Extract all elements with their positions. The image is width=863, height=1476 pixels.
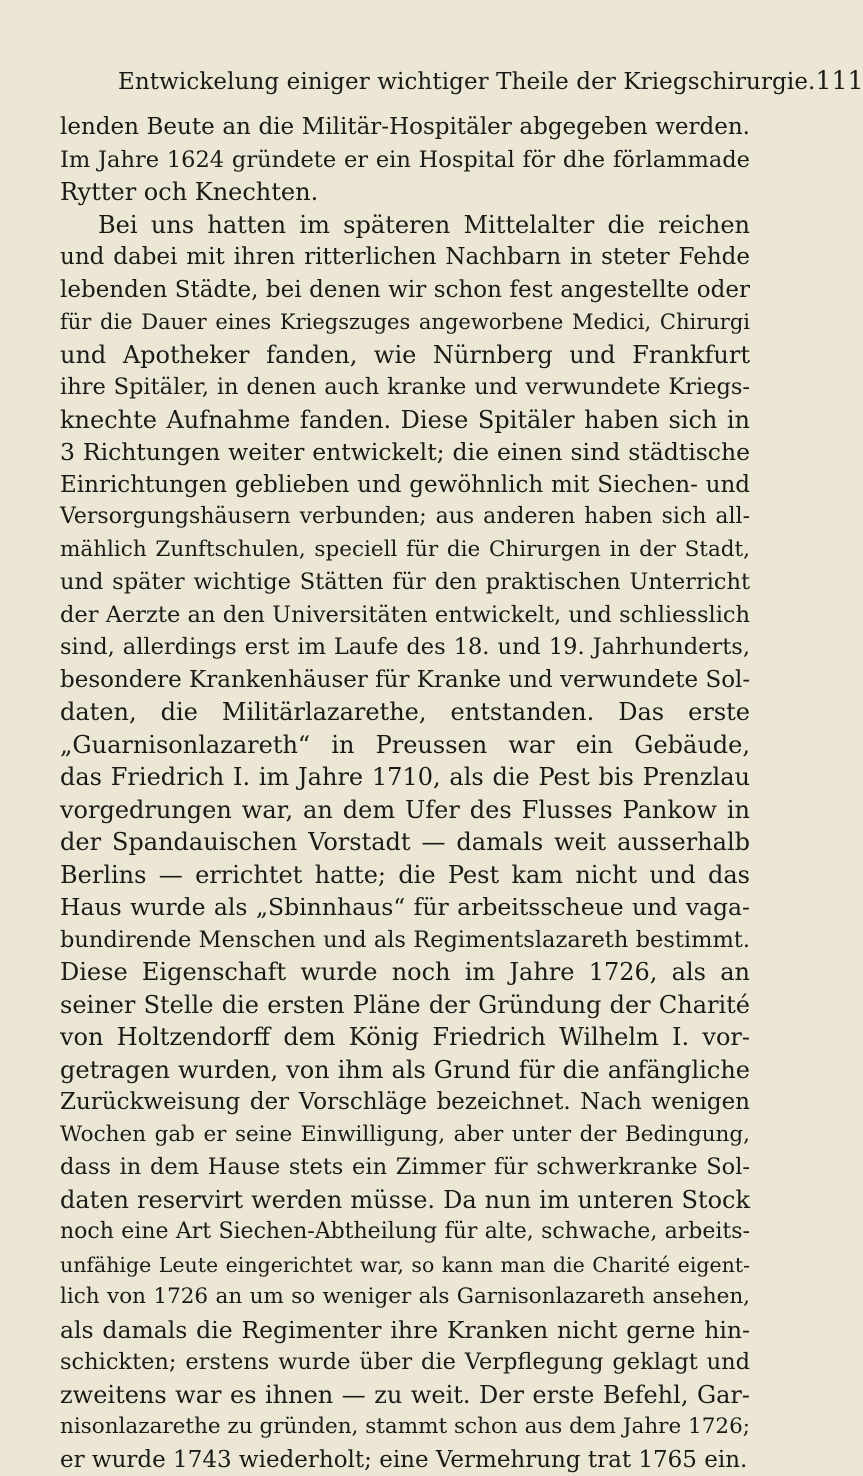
page-number: 111 [815, 66, 863, 95]
text-line: und später wichtige Stätten für den praktischen Unterricht [60, 566, 750, 599]
text-line: Rytter och Knechten. [60, 176, 750, 209]
text-line: zweitens war es ihnen — zu weit. Der erste Befehl, Gar- [60, 1379, 750, 1412]
text-line: der Aerzte an den Universitäten entwickelt, und schliesslich [60, 599, 750, 632]
text-line: Im Jahre 1624 gründete er ein Hospital för dhe förlammade [60, 144, 750, 177]
text-line: mählich Zunftschulen, speciell für die Chirurgen in der Stadt, [60, 534, 750, 567]
text-line: seiner Stelle die ersten Pläne der Gründung der Charité [60, 989, 750, 1022]
text-line: Zurückweisung der Vorschläge bezeichnet. Nach wenigen [60, 1086, 750, 1119]
text-line: Einrichtungen geblieben und gewöhnlich mit Siechen- und [60, 469, 750, 502]
text-line: lebenden Städte, bei denen wir schon fest angestellte oder [60, 274, 750, 307]
running-head [118, 66, 748, 100]
text-line: er wurde 1743 wiederholt; eine Vermehrung trat 1765 ein. [60, 1444, 750, 1476]
text-line: unfähige Leute eingerichtet war, so kann man die Charité eigent- [60, 1249, 750, 1282]
text-line: als damals die Regimenter ihre Kranken nicht gerne hin- [60, 1314, 750, 1347]
text-line: bundirende Menschen und als Regimentslazareth bestimmt. [60, 924, 750, 957]
text-line: daten, die Militärlazarethe, entstanden. Das erste [60, 696, 750, 729]
text-line: nisonlazarethe zu gründen, stammt schon aus dem Jahre 1726; [60, 1411, 750, 1444]
text-line: von Holtzendorff dem König Friedrich Wilhelm I. vor- [60, 1021, 750, 1054]
text-line: Versorgungshäusern verbunden; aus anderen haben sich all- [60, 501, 750, 534]
text-line: der Spandauischen Vorstadt — damals weit ausserhalb [60, 826, 750, 859]
text-line: Bei uns hatten im späteren Mittelalter die reichen [60, 209, 750, 242]
text-line: Haus wurde als „Sbinnhaus“ für arbeitsscheue und vaga- [60, 891, 750, 924]
text-line: lich von 1726 an um so weniger als Garnisonlazareth ansehen, [60, 1281, 750, 1314]
text-line: Diese Eigenschaft wurde noch im Jahre 1726, als an [60, 956, 750, 989]
running-head-title: Entwickelung einiger wichtiger Theile der Kriegschirurgie. [118, 69, 815, 95]
text-line: knechte Aufnahme fanden. Diese Spitäler haben sich in [60, 404, 750, 437]
text-line: lenden Beute an die Militär-Hospitäler abgegeben werden. [60, 111, 750, 144]
text-line: Wochen gab er seine Einwilligung, aber unter der Bedingung, [60, 1119, 750, 1152]
text-line: das Friedrich I. im Jahre 1710, als die Pest bis Prenzlau [60, 761, 750, 794]
text-line: 3 Richtungen weiter entwickelt; die einen sind städtische [60, 436, 750, 469]
text-line: und dabei mit ihren ritterlichen Nachbarn in steter Fehde [60, 241, 750, 274]
text-line: Berlins — errichtet hatte; die Pest kam nicht und das [60, 859, 750, 892]
body-text [60, 111, 750, 1476]
text-line: für die Dauer eines Kriegszuges angeworbene Medici, Chirurgi [60, 306, 750, 339]
text-line: daten reservirt werden müsse. Da nun im unteren Stock [60, 1184, 750, 1217]
text-line: und Apotheker fanden, wie Nürnberg und Frankfurt [60, 339, 750, 372]
text-line: ihre Spitäler, in denen auch kranke und verwundete Kriegs- [60, 371, 750, 404]
text-line: „Guarnisonlazareth“ in Preussen war ein Gebäude, [60, 729, 750, 762]
text-line: besondere Krankenhäuser für Kranke und verwundete Sol- [60, 664, 750, 697]
text-line: vorgedrungen war, an dem Ufer des Flusses Pankow in [60, 794, 750, 827]
text-line: schickten; erstens wurde über die Verpflegung geklagt und [60, 1346, 750, 1379]
text-line: noch eine Art Siechen-Abtheilung für alte, schwache, arbeits- [60, 1216, 750, 1249]
text-line: sind, allerdings erst im Laufe des 18. und 19. Jahrhunderts, [60, 631, 750, 664]
text-line: dass in dem Hause stets ein Zimmer für schwerkranke Sol- [60, 1151, 750, 1184]
text-line: getragen wurden, von ihm als Grund für die anfängliche [60, 1054, 750, 1087]
